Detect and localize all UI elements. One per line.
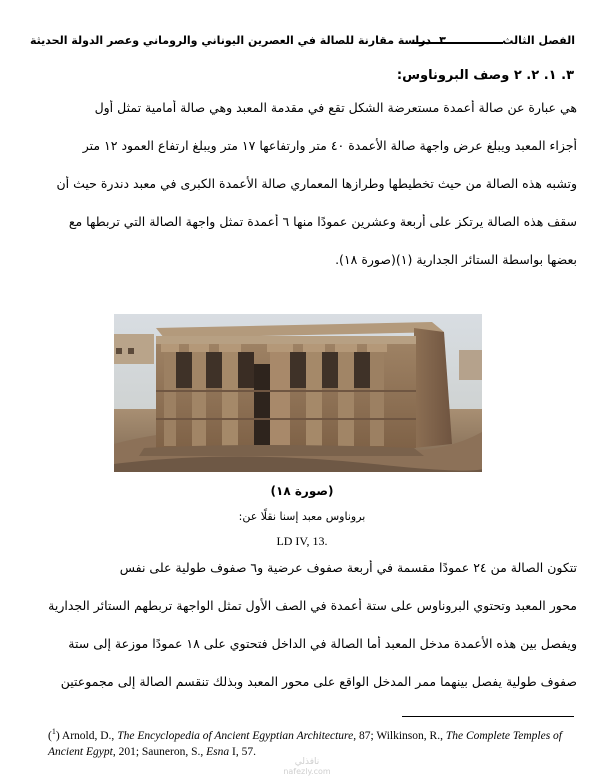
footnote-text: I, 57. — [229, 745, 256, 758]
paragraph-line: محور المعبد وتحتوي البروناوس على ستة أعمدة في الصف الأول تمثل الواجهة تربطهم الستائر الجدارية — [48, 598, 577, 613]
paragraph-line: صفوف طولية يفصل بينهما ممر المدخل الواقع على محور المعبد وبذلك تنقسم الصالة إلى مجموعتين — [60, 674, 577, 689]
watermark-logo — [272, 755, 342, 777]
svg-text:نافذلي: نافذلي — [294, 757, 320, 767]
section-heading: ٣. ١. ٢. ٢ وصف البروناوس: — [396, 68, 574, 83]
paragraph-line: سقف هذه الصالة يرتكز على أربعة وعشرين عمودًا منها ٦ أعمدة تمثل واجهة الصالة التي تربطها مع — [68, 214, 577, 229]
footnote-marker: 1 — [51, 727, 56, 736]
figure-caption: (صورة ١٨) — [270, 484, 334, 498]
section-title: ٣. دراسة مقارنة للصالة في العصرين اليوناني والروماني وعصر الدولة الحديثة — [30, 34, 446, 47]
footnote-title: Esna — [206, 745, 230, 758]
footnote-separator — [402, 716, 574, 717]
paragraph-line: هي عبارة عن صالة أعمدة مستعرضة الشكل تقع في مقدمة المعبد وهي صالة أمامية تمثل أول — [94, 100, 577, 115]
footnote-text: , 87; Wilkinson, R., — [353, 729, 446, 742]
paragraph-line: تتكون الصالة من ٢٤ عمودًا مقسمة في أربعة صفوف عرضية و٦ صفوف طولية على نفس — [119, 560, 577, 575]
footnote-text: , 201; Sauneron, S., — [112, 745, 207, 758]
paragraph-line: أجزاء المعبد ويبلغ عرض واجهة صالة الأعمدة ٤٠ متر وارتفاعها ١٧ متر ويبلغ ارتفاع العمود ١٢ متر — [82, 138, 577, 153]
footnote-title: The Encyclopedia of Ancient Egyptian Architecture — [117, 729, 354, 742]
paragraph-line: ويفصل بين هذه الأعمدة مدخل المعبد أما الصالة في الداخل فتحتوي على ١٨ عمودًا موزعة إلى ستة — [68, 636, 577, 651]
figure-source: بروناوس معبد إسنا نقلًا عن: — [238, 510, 366, 523]
page-header — [30, 34, 575, 54]
footnote-title: The Complete Temples of Ancient Egypt — [48, 729, 562, 758]
footnote: ($^1$) Arnold, D., The Encyclopedia of Ancient Egyptian Architecture, 87; Wilkinson, R., The Complete Temples of Ancient Egypt, 201; Sauneron, S., Esna I, 57. — [48, 727, 562, 758]
svg-text:nafezly.com: nafezly.com — [283, 767, 331, 776]
footnote-text: Arnold, D., — [61, 729, 118, 742]
figure-reference: LD IV, 13. — [276, 534, 328, 548]
paragraph-line: وتشبه هذه الصالة من حيث تخطيطها وطرازها المعماري صالة الأعمدة الكبرى في معبد دندرة حيث أن — [56, 176, 577, 191]
chapter-label: الفصل الثالث — [502, 34, 575, 47]
paragraph-line: بعضها بواسطة الستائر الجدارية (١)(صورة ١٨). — [335, 252, 577, 267]
temple-photo — [114, 314, 482, 472]
